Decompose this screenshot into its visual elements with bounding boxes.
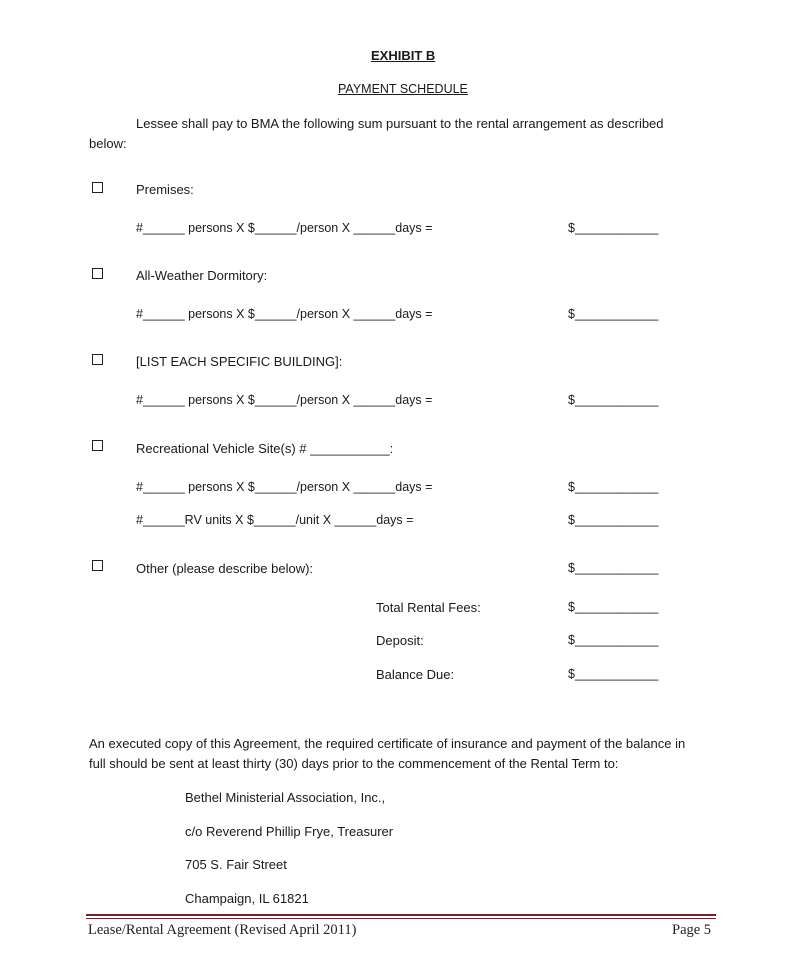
balance-due-label: Balance Due: — [376, 667, 455, 682]
building-label: [LIST EACH SPECIFIC BUILDING]: — [136, 354, 343, 369]
address-line-2: c/o Reverend Phillip Frye, Treasurer — [185, 824, 394, 839]
rv-checkbox[interactable] — [92, 440, 103, 451]
address-line-4: Champaign, IL 61821 — [185, 891, 309, 906]
building-checkbox[interactable] — [92, 354, 103, 365]
dormitory-label: All-Weather Dormitory: — [136, 268, 268, 283]
closing-line-1: An executed copy of this Agreement, the required certificate of insurance and payment of the balance in — [89, 736, 686, 751]
deposit-label: Deposit: — [376, 633, 424, 648]
intro-line-2: below: — [89, 136, 127, 151]
rv-units-calc: #______RV units X $______/unit X ______days = — [136, 513, 414, 527]
rv-units-amount: $____________ — [568, 513, 659, 527]
premises-calc: #______ persons X $______/person X ______days = — [136, 221, 433, 235]
footer-document-title: Lease/Rental Agreement (Revised April 2011) — [88, 922, 357, 938]
rv-persons-calc: #______ persons X $______/person X ______days = — [136, 480, 433, 494]
exhibit-title: EXHIBIT B — [371, 48, 436, 63]
footer-rule-thick — [86, 914, 716, 916]
other-label: Other (please describe below): — [136, 561, 314, 576]
total-rental-fees-amount: $____________ — [568, 600, 659, 614]
rv-label: Recreational Vehicle Site(s) # ___________: — [136, 441, 394, 456]
other-checkbox[interactable] — [92, 560, 103, 571]
other-amount: $____________ — [568, 561, 659, 575]
closing-line-2: full should be sent at least thirty (30) days prior to the commencement of the Rental Term to: — [89, 756, 619, 771]
intro-line-1: Lessee shall pay to BMA the following sum pursuant to the rental arrangement as described — [136, 116, 664, 131]
dormitory-calc: #______ persons X $______/person X ______days = — [136, 307, 433, 321]
building-calc: #______ persons X $______/person X ______days = — [136, 393, 433, 407]
premises-checkbox[interactable] — [92, 182, 103, 193]
rv-persons-amount: $____________ — [568, 480, 659, 494]
premises-amount: $____________ — [568, 221, 659, 235]
total-rental-fees-label: Total Rental Fees: — [376, 600, 481, 615]
dormitory-checkbox[interactable] — [92, 268, 103, 279]
footer-page-number: Page 5 — [672, 922, 712, 938]
address-line-3: 705 S. Fair Street — [185, 857, 287, 872]
dormitory-amount: $____________ — [568, 307, 659, 321]
address-line-1: Bethel Ministerial Association, Inc., — [185, 790, 386, 805]
deposit-amount: $____________ — [568, 633, 659, 647]
balance-due-amount: $____________ — [568, 667, 659, 681]
payment-schedule-subtitle: PAYMENT SCHEDULE — [338, 82, 468, 96]
building-amount: $____________ — [568, 393, 659, 407]
footer-rule-thin — [86, 918, 716, 919]
premises-label: Premises: — [136, 182, 194, 197]
